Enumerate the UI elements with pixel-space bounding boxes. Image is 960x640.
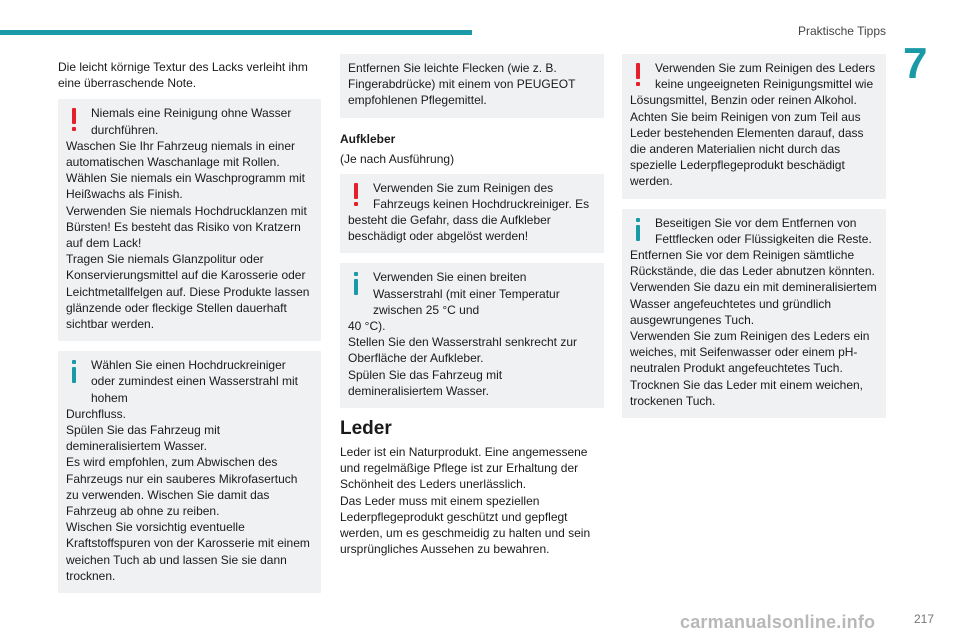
column-right (622, 54, 886, 428)
warning-exclamation-icon (351, 183, 361, 207)
info-lead-text: Wählen Sie einen Hochdruckreiniger oder zumindest einen Wasserstrahl mit hohem (91, 358, 298, 405)
aufkleber-subtitle: (Je nach Ausführung) (340, 151, 455, 166)
warning-lead-text: Verwenden Sie zum Reinigen des Fahrzeugs keinen Hochdruckreiniger. Es (373, 180, 590, 211)
header-accent-bar (0, 30, 472, 35)
warning-box (340, 174, 604, 254)
info-icon (633, 218, 643, 242)
info-box (622, 209, 886, 418)
section-title: Praktische Tipps (797, 24, 886, 38)
leder-heading: Leder (340, 418, 392, 440)
column-middle (340, 54, 604, 557)
leder-paragraph: Leder ist ein Naturprodukt. Eine angemessene und regelmäßige Pflege ist zur Erhaltung der Schönheit des Leders unerlässlich. Das Leder muss mit einem speziellen Lederpflegeprodukt geschützt und gepflegt werden, um es geschmeidig zu halten und sein ursprüngliches Aussehen zu bewahren. (340, 445, 591, 557)
info-icon (69, 360, 79, 384)
info-body-text: 40 °C). Stellen Sie den Wasserstrahl senkrecht zur Oberfläche der Aufkleber. Spülen Sie das Fahrzeug mit demineralisiertem Wasser. (348, 319, 577, 398)
warning-exclamation-icon (69, 108, 79, 132)
column-left (58, 54, 321, 603)
aufkleber-heading: Aufkleber (340, 131, 396, 146)
warning-body-text: Lösungsmittel, Benzin oder reinen Alkohol. Achten Sie beim Reinigen von zum Teil aus Leder bestehenden Elementen darauf, dass die anderen Materialien nicht durch das spezielle Lederpflegeprodukt beschädigt werden. (630, 93, 864, 189)
warning-body-text: Waschen Sie Ihr Fahrzeug niemals in einer automatischen Waschanlage mit Rollen. Wählen Sie niemals ein Waschprogramm mit Heißwachs als Finish. Verwenden Sie niemals Hochdrucklanzen mit Bürsten! Es besteht das Risiko von Kratzern auf dem Lack! Tragen Sie niemals Glanzpolitur oder Konservierungsmittel auf die Karosserie oder Leichtmetallfelgen auf. Diese Produkte lassen glänzende oder fleckige Stellen dauerhaft sichtbar werden. (66, 138, 310, 332)
info-body-text: Durchfluss. Spülen Sie das Fahrzeug mit demineralisiertem Wasser. Es wird empfohlen, zum Abwischen des Fahrzeugs nur ein sauberes Mikrofasertuch zu verwenden. Wischen Sie damit das Fahrzeug ab ohne zu reiben. Wischen Sie vorsichtig eventuelle Kraftstoffspuren von der Karosserie mit einem weichen Tuch ab und lassen Sie sie dann trocknen. (66, 406, 310, 583)
warning-box (622, 54, 886, 199)
warning-exclamation-icon (633, 63, 643, 87)
info-icon (351, 272, 361, 296)
chapter-number: 7 (903, 39, 928, 88)
info-box (58, 351, 321, 593)
info-lead-text: Verwenden Sie einen breiten Wasserstrahl (mit einer Temperatur zwischen 25 °C und (373, 270, 560, 317)
note-box: Entfernen Sie leichte Flecken (wie z. B. Fingerabdrücke) mit einem von PEUGEOT empfohlenen Pflegemittel. (340, 54, 604, 118)
intro-paragraph: Die leicht körnige Textur des Lacks verleiht ihm eine überraschende Note. (58, 60, 308, 91)
info-lead-text: Beseitigen Sie vor dem Entfernen von Fettflecken oder Flüssigkeiten die Reste. (655, 215, 872, 246)
page-number: 217 (914, 612, 935, 626)
watermark: carmanualsonline.info (680, 612, 876, 632)
info-box (340, 263, 604, 408)
warning-box (58, 99, 321, 341)
warning-body-text: besteht die Gefahr, dass die Aufkleber beschädigt oder abgelöst werden! (348, 213, 551, 244)
warning-lead-text: Niemals eine Reinigung ohne Wasser durchführen. (91, 106, 292, 137)
info-body-text: Entfernen Sie vor dem Reinigen sämtliche Rückstände, die das Leder abnutzen könnten. Verwenden Sie dazu ein mit demineralisiertem Wasser angefeuchtetes und gründlich ausgewrungenes Tuch. Verwenden Sie zum Reinigen des Leders ein weiches, mit Seifenwasser oder einem pH-neutralen Produkt angefeuchtetes Tuch. Trocknen Sie das Leder mit einem weichen, trockenen Tuch. (630, 248, 877, 408)
warning-lead-text: Verwenden Sie zum Reinigen des Leders keine ungeeigneten Reinigungsmittel wie (655, 61, 876, 92)
